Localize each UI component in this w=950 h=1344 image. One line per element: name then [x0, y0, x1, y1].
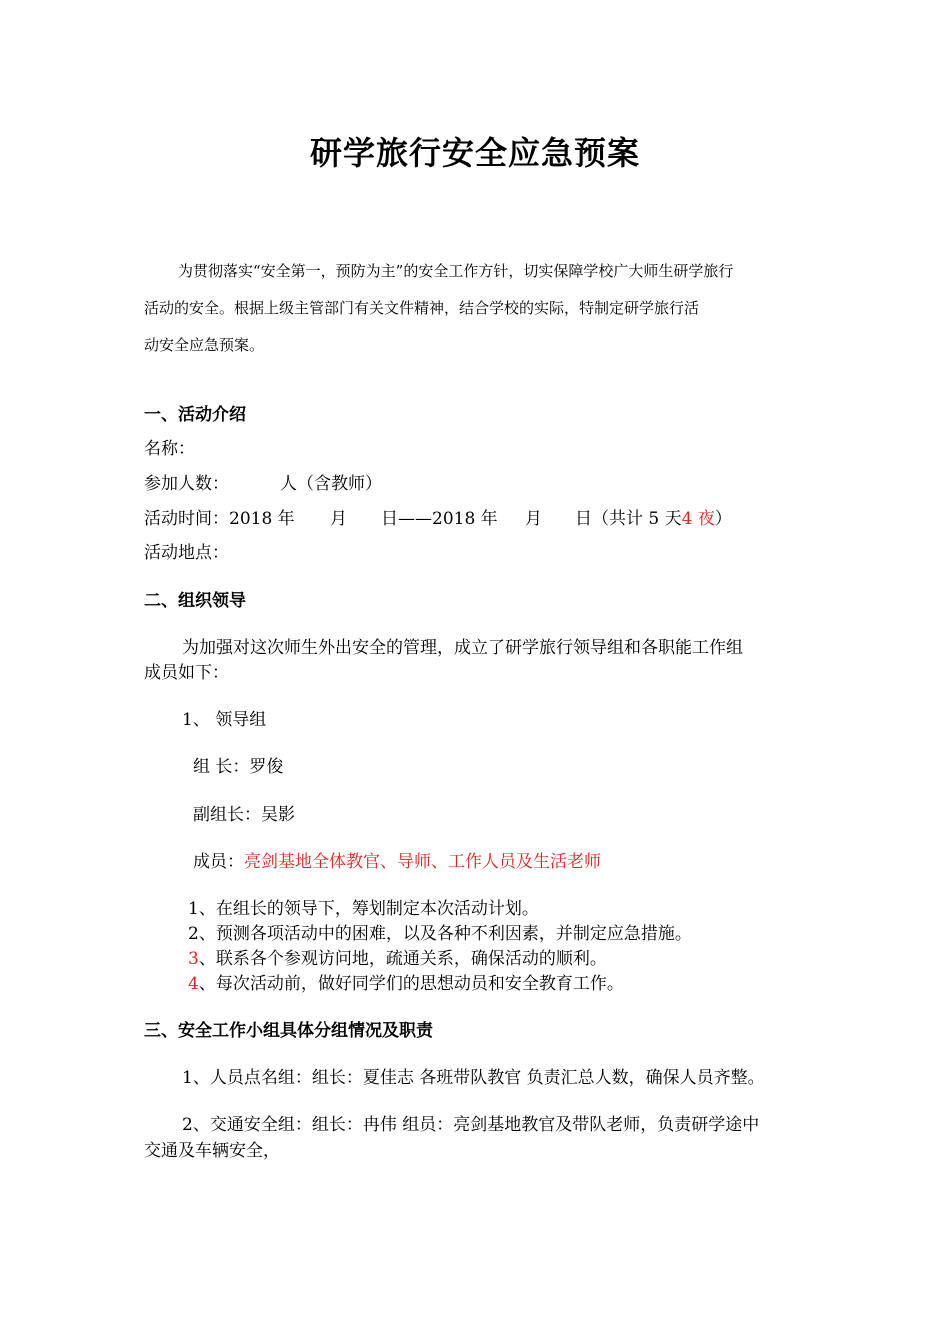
group-members-value: 亮剑基地全体教官、导师、工作人员及生活老师 — [244, 852, 601, 872]
activity-time-month-1: 月 — [330, 509, 347, 529]
document-title: 研学旅行安全应急预案 — [309, 134, 640, 172]
duty-item-2: 2、预测各项活动中的困难，以及各种不利因素，并制定应急措施。 — [188, 924, 692, 944]
deputy-leader: 副组长：吴影 — [193, 805, 295, 825]
intro-line-3: 动安全应急预案。 — [144, 336, 265, 354]
intro-line-1: 为贯彻落实“安全第一，预防为主”的安全工作方针，切实保障学校广大师生研学旅行 — [178, 262, 734, 280]
activity-time-month-2: 月 — [525, 509, 542, 529]
duty-item-3: 3、联系各个参观访问地，疏通关系，确保活动的顺利。 — [188, 949, 607, 969]
intro-line-2: 活动的安全。根据上级主管部门有关文件精神，结合学校的实际，特制定研学旅行活 — [144, 299, 700, 317]
activity-time-start: 活动时间：2018 年 — [144, 509, 295, 529]
group-leader: 组 长：罗俊 — [193, 757, 284, 777]
group-members: 成员：亮剑基地全体教官、导师、工作人员及生活老师 — [193, 852, 601, 872]
duty-item-1: 1、在组长的领导下，筹划制定本次活动计划。 — [188, 899, 539, 919]
section-3-heading: 三、安全工作小组具体分组情况及职责 — [144, 1021, 433, 1041]
traffic-safety-group-line-2: 交通及车辆安全， — [144, 1141, 280, 1161]
roll-call-group: 1、人员点名组：组长：夏佳志 各班带队教官 负责汇总人数，确保人员齐整。 — [182, 1068, 765, 1088]
org-paragraph-line-1: 为加强对这次师生外出安全的管理，成立了研学旅行领导组和各职能工作组 — [182, 638, 743, 658]
participant-count-unit: 人（含教师） — [280, 474, 382, 494]
leadership-group-label: 1、 领导组 — [182, 710, 267, 730]
activity-name-label: 名称： — [144, 439, 195, 459]
participant-count-label: 参加人数： — [144, 474, 229, 494]
section-2-heading: 二、组织领导 — [144, 591, 246, 611]
section-1-heading: 一、活动介绍 — [144, 405, 246, 425]
nights-count: 4 夜 — [681, 509, 715, 529]
traffic-safety-group-line-1: 2、交通安全组：组长：冉伟 组员：亮剑基地教官及带队老师，负责研学途中 — [182, 1115, 760, 1135]
activity-time-duration: 日（共计 5 天4 夜） — [575, 509, 732, 529]
activity-place-label: 活动地点： — [144, 543, 229, 563]
duty-item-4: 4、每次活动前，做好同学们的思想动员和安全教育工作。 — [188, 974, 624, 994]
org-paragraph-line-2: 成员如下： — [144, 663, 229, 683]
activity-time-middle: 日——2018 年 — [381, 509, 498, 529]
